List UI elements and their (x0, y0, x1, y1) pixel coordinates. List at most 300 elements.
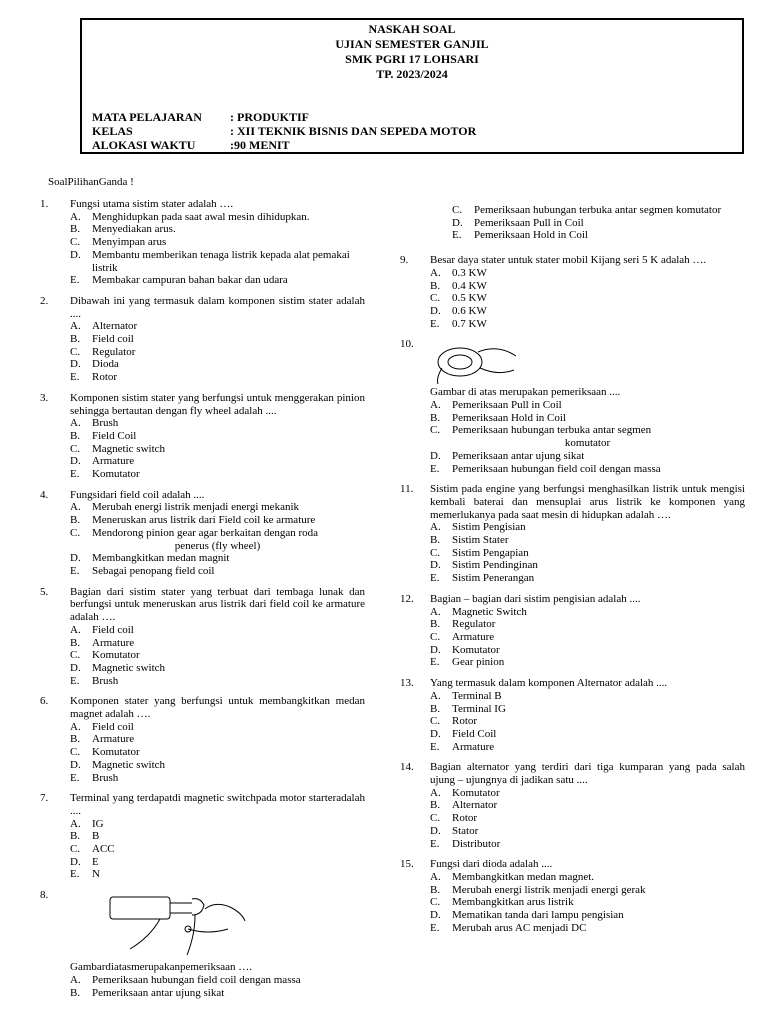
answer-option[interactable] (70, 552, 365, 565)
answer-option[interactable] (70, 333, 365, 346)
option-letter: D. (452, 216, 463, 229)
option-text: E (92, 855, 99, 868)
answer-option[interactable] (430, 399, 745, 412)
option-letter: C. (70, 649, 81, 662)
option-text: Alternator (92, 320, 138, 333)
option-letter: B. (70, 986, 81, 999)
option-letter: A. (70, 501, 81, 514)
question-4 (40, 489, 365, 578)
option-text: Dioda (92, 358, 119, 371)
option-letter: A. (70, 973, 81, 986)
option-text: Terminal B (452, 689, 502, 702)
question-text: Fungsidari field coil adalah .... (70, 488, 205, 501)
option-letter: E. (430, 462, 440, 475)
meta-value: : XII TEKNIK BISNIS DAN SEPEDA MOTOR (230, 124, 477, 138)
question-text: Gambar di atas merupakan pemeriksaan .... (430, 386, 621, 399)
option-text: Membangkitkan arus listrik (452, 896, 574, 909)
option-letter: C. (70, 345, 81, 358)
answer-options (70, 974, 365, 999)
option-text: Field coil (92, 720, 134, 733)
option-letter: D. (430, 304, 441, 317)
option-text: Pemeriksaan Hold in Coil (474, 229, 588, 242)
answer-option[interactable] (430, 728, 745, 741)
answer-option[interactable] (430, 656, 745, 669)
option-letter: E. (452, 229, 462, 242)
option-text: Magnetic Switch (452, 605, 527, 618)
option-letter: B. (70, 514, 81, 527)
option-text: B (92, 830, 100, 843)
option-letter: E. (70, 868, 80, 881)
option-text: Membakar campuran bahan bakar dan udara (92, 274, 288, 287)
option-text: Sistim Pengapian (452, 546, 529, 559)
option-letter: D. (70, 358, 81, 371)
answer-option[interactable] (70, 624, 365, 637)
option-text: 0.3 KW (452, 266, 487, 279)
option-letter: C. (430, 812, 441, 825)
question-image-wrap (430, 338, 745, 386)
answer-option[interactable] (430, 812, 745, 825)
option-letter: B. (430, 883, 441, 896)
question-text: Bagian alternator yang terdiri dari tiga kumparan yang pada salah ujung – ujungnya di jadikan satu .... (430, 761, 745, 787)
option-text: Magnetic switch (92, 758, 166, 771)
option-letter: B. (430, 534, 441, 547)
option-letter: C. (70, 746, 81, 759)
answer-option[interactable] (70, 856, 365, 869)
answer-option[interactable] (430, 703, 745, 716)
option-letter: D. (70, 661, 81, 674)
answer-option[interactable] (430, 644, 745, 657)
answer-option[interactable] (430, 412, 745, 425)
question-9 (400, 254, 745, 330)
question-number: 5. (40, 585, 49, 598)
answer-options (430, 267, 745, 331)
option-text: Komutator (92, 468, 140, 481)
question-number: 14. (400, 761, 414, 774)
option-text: Sistim Penerangan (452, 572, 535, 585)
option-letter: A. (430, 266, 441, 279)
answer-options (430, 521, 745, 585)
option-letter: D. (70, 248, 81, 261)
answer-option[interactable] (70, 346, 365, 359)
option-text: Armature (452, 630, 495, 643)
option-text: Pemeriksaan Hold in Coil (452, 411, 566, 424)
answer-option[interactable] (70, 236, 365, 249)
right-column (400, 204, 745, 942)
option-text: Terminal IG (452, 702, 506, 715)
section-intro: SoalPilihanGanda ! (48, 176, 134, 188)
option-letter: C. (70, 526, 81, 539)
answer-option[interactable] (70, 637, 365, 650)
answer-option[interactable] (70, 211, 365, 224)
option-text: Brush (92, 417, 119, 430)
answer-option[interactable] (70, 320, 365, 333)
option-letter: C. (70, 442, 81, 455)
question-text: Fungsi utama sistim stater adalah …. (70, 198, 234, 210)
multimeter-test-illustration (430, 338, 520, 386)
meta-value: :90 MENIT (230, 138, 290, 152)
question-15 (400, 858, 745, 934)
option-letter: A. (430, 605, 441, 618)
option-text: Pemeriksaan hubungan field coil dengan massa (92, 973, 301, 986)
option-letter: C. (452, 204, 463, 216)
answer-option[interactable] (70, 772, 365, 785)
answer-option[interactable] (430, 305, 745, 318)
option-letter: B. (70, 429, 81, 442)
option-text: Komutator (92, 746, 140, 759)
option-text: Sistim Stater (452, 534, 509, 547)
question-number: 15. (400, 858, 414, 871)
option-letter: B. (70, 636, 81, 649)
option-letter: D. (430, 643, 441, 656)
option-text: Sebagai penopang field coil (92, 564, 215, 577)
answer-option[interactable] (430, 922, 745, 935)
option-text: Field Coil (92, 429, 137, 442)
answer-option[interactable] (430, 534, 745, 547)
option-letter: C. (70, 843, 81, 856)
answer-option[interactable] (430, 825, 745, 838)
meta-row (92, 138, 476, 152)
answer-option[interactable] (70, 468, 365, 481)
header-exam: UJIAN SEMESTER GANJIL (335, 37, 489, 51)
option-continuation: komutator (564, 437, 611, 450)
answer-option[interactable] (70, 733, 365, 746)
option-text: Field coil (92, 623, 134, 636)
answer-option[interactable] (430, 424, 745, 437)
answer-option[interactable] (430, 838, 745, 851)
answer-option[interactable] (70, 746, 365, 759)
question-1 (40, 198, 365, 287)
answer-option[interactable] (70, 818, 365, 831)
answer-option[interactable] (430, 871, 745, 884)
answer-option[interactable] (70, 223, 365, 236)
option-letter: A. (70, 720, 81, 733)
option-letter: D. (430, 559, 441, 572)
option-letter: E. (430, 837, 440, 850)
question-number: 4. (40, 488, 49, 501)
question-text: Bagian – bagian dari sistim pengisian adalah .... (430, 592, 641, 605)
answer-options (70, 721, 365, 785)
option-letter: A. (70, 320, 81, 333)
question-number: 1. (40, 198, 49, 210)
option-letter: A. (70, 623, 81, 636)
option-text: Field coil (92, 333, 134, 346)
answer-options (70, 417, 365, 481)
option-text: Armature (92, 455, 135, 468)
question-text: Terminal yang terdapatdi magnetic switchpada motor starteradalah .... (70, 792, 365, 817)
option-letter: D. (430, 449, 441, 462)
answer-option[interactable] (70, 843, 365, 856)
answer-option[interactable] (430, 618, 745, 631)
option-text: N (92, 868, 100, 881)
option-text: ACC (92, 843, 115, 856)
option-text: Membangkitkan medan magnet. (452, 870, 595, 883)
option-text: 0.7 KW (452, 317, 487, 330)
question-10 (400, 338, 745, 475)
option-text: Mematikan tanda dari lampu pengisian (452, 909, 624, 922)
q8-cont-options (452, 204, 745, 242)
answer-option[interactable] (430, 631, 745, 644)
question-text: Fungsi dari dioda adalah .... (430, 858, 553, 871)
option-letter: A. (70, 417, 81, 430)
answer-option[interactable] (70, 249, 365, 274)
option-text: Brush (92, 674, 119, 687)
option-letter: B. (70, 830, 81, 843)
question-number: 13. (400, 677, 414, 690)
option-letter: A. (430, 786, 441, 799)
option-text: Magnetic switch (92, 661, 166, 674)
option-letter: B. (430, 702, 441, 715)
question-8 (40, 889, 365, 999)
answer-option[interactable] (430, 690, 745, 703)
option-letter: D. (70, 455, 81, 468)
option-letter: A. (70, 210, 81, 223)
option-letter: D. (70, 758, 81, 771)
meta-label: KELAS (92, 124, 133, 138)
option-letter: B. (430, 411, 441, 424)
answer-option[interactable] (430, 606, 745, 619)
answer-option[interactable] (70, 565, 365, 578)
answer-option[interactable] (70, 868, 365, 881)
question-5 (40, 586, 365, 688)
answer-option[interactable] (452, 229, 745, 242)
answer-option[interactable] (430, 799, 745, 812)
answer-option[interactable] (452, 204, 745, 217)
option-letter: D. (70, 855, 81, 868)
option-text: Sistim Pengisian (452, 521, 526, 534)
option-letter: B. (430, 279, 441, 292)
option-letter: A. (70, 817, 81, 830)
option-letter: A. (430, 399, 441, 412)
question-text: Gambardiatasmerupakanpemeriksaan …. (70, 961, 253, 974)
option-letter: D. (70, 552, 81, 565)
question-14 (400, 761, 745, 850)
question-text: Sistim pada engine yang berfungsi menghasilkan listrik untuk mengisi kembali baterai dan mensuplai arus listrik ke komponen yang memerlukanya pada saat mesin di hidupkan adalah …. (430, 483, 745, 521)
option-text: Membangkitkan medan magnit (92, 552, 230, 565)
question-text: Komponen stater yang berfungsi untuk membangkitkan medan magnet adalah …. (70, 695, 365, 721)
answer-options (430, 606, 745, 670)
answer-option[interactable] (430, 521, 745, 534)
answer-option[interactable] (430, 547, 745, 560)
option-text: Rotor (452, 715, 478, 728)
option-letter: C. (430, 424, 441, 437)
option-text: Pemeriksaan hubungan field coil dengan massa (452, 462, 661, 475)
option-text: IG (92, 817, 104, 830)
option-letter: E. (430, 317, 440, 330)
option-text: Rotor (452, 812, 478, 825)
meta-row (92, 124, 476, 138)
meta-value: : PRODUKTIF (230, 110, 309, 124)
option-letter: E. (70, 674, 80, 687)
option-text: Merubah arus AC menjadi DC (452, 921, 587, 934)
option-letter: C. (430, 546, 441, 559)
question-number: 2. (40, 294, 49, 307)
question-text: Bagian dari sistim stater yang terbuat dari tembaga lunak dan berfungsi untuk meneruskan arus listrik dari field coil ke armature adalah …. (70, 585, 365, 624)
header-school: SMK PGRI 17 LOHSARI (345, 52, 479, 66)
option-continuation: penerus (fly wheel) (174, 539, 261, 552)
question-number: 7. (40, 792, 49, 805)
answer-option[interactable] (430, 715, 745, 728)
answer-option[interactable] (430, 318, 745, 331)
option-letter: D. (430, 909, 441, 922)
answer-option[interactable] (430, 559, 745, 572)
answer-option[interactable] (430, 884, 745, 897)
option-letter: E. (430, 656, 440, 669)
answer-options (70, 624, 365, 688)
option-text: Pemeriksaan hubungan terbuka antar segmen (452, 424, 652, 437)
option-letter: A. (430, 689, 441, 702)
option-letter: A. (430, 870, 441, 883)
option-letter: C. (70, 236, 81, 249)
option-text: Menyediakan arus. (92, 223, 176, 236)
question-number: 12. (400, 592, 414, 605)
option-letter: B. (430, 618, 441, 631)
question-number: 9. (400, 254, 409, 267)
option-letter: B. (430, 799, 441, 812)
header-title: NASKAH SOAL (368, 22, 456, 36)
answer-option[interactable] (70, 430, 365, 443)
option-text: Armature (92, 733, 135, 746)
option-text: Pemeriksaan hubungan terbuka antar segmen komutator (474, 204, 722, 216)
meta-label: MATA PELAJARAN (92, 110, 202, 124)
option-text: Komutator (452, 643, 500, 656)
question-number: 8. (40, 889, 49, 902)
answer-option[interactable] (70, 274, 365, 287)
option-letter: E. (70, 771, 80, 784)
question-11 (400, 483, 745, 585)
answer-option[interactable] (70, 662, 365, 675)
option-letter: A. (430, 521, 441, 534)
answer-option[interactable] (430, 787, 745, 800)
option-text: Meneruskan arus listrik dari Field coil ke armature (92, 514, 316, 527)
option-text: Distributor (452, 837, 501, 850)
option-text: Pemeriksaan antar ujung sikat (452, 449, 585, 462)
answer-options (430, 871, 745, 935)
option-letter: D. (430, 727, 441, 740)
answer-option[interactable] (430, 267, 745, 280)
exam-header (80, 18, 744, 154)
answer-option[interactable] (430, 572, 745, 585)
answer-option[interactable] (430, 909, 745, 922)
option-text: Komutator (92, 649, 140, 662)
option-letter: C. (430, 630, 441, 643)
option-letter: C. (430, 292, 441, 305)
question-number: 6. (40, 695, 49, 708)
option-text: 0.6 KW (452, 304, 487, 317)
question-12 (400, 593, 745, 669)
question-text: Besar daya stater untuk stater mobil Kijang seri 5 K adalah …. (430, 254, 707, 267)
header-meta (92, 110, 476, 152)
answer-option[interactable] (70, 974, 365, 987)
answer-option[interactable] (70, 830, 365, 843)
option-text: Rotor (92, 371, 118, 384)
question-image-wrap (100, 889, 365, 961)
answer-options (70, 818, 365, 882)
answer-option[interactable] (452, 217, 745, 230)
answer-option[interactable] (70, 649, 365, 662)
option-letter: D. (430, 824, 441, 837)
option-letter: B. (70, 223, 81, 236)
answer-option[interactable] (70, 514, 365, 527)
option-text: Armature (92, 636, 135, 649)
option-text: Menghidupkan pada saat awal mesin dihidupkan. (92, 210, 310, 223)
option-text: Regulator (92, 345, 136, 358)
answer-option[interactable] (70, 501, 365, 514)
question-number: 11. (400, 483, 414, 496)
option-text: Pemeriksaan Pull in Coil (474, 216, 584, 229)
answer-options (430, 787, 745, 851)
option-text: Pemeriksaan antar ujung sikat (92, 986, 225, 999)
option-letter: B. (70, 333, 81, 346)
option-letter: C. (430, 896, 441, 909)
option-text: Komutator (452, 786, 500, 799)
answer-option[interactable] (430, 292, 745, 305)
answer-option[interactable] (70, 358, 365, 371)
answer-options (430, 399, 745, 475)
question-6 (40, 695, 365, 784)
question-text: Dibawah ini yang termasuk dalam komponen sistim stater adalah .... (70, 294, 365, 320)
answer-option[interactable] (70, 443, 365, 456)
question-13 (400, 677, 745, 753)
option-text: Magnetic switch (92, 442, 166, 455)
answer-option[interactable] (430, 463, 745, 476)
answer-option[interactable] (430, 280, 745, 293)
option-text: Pemeriksaan Pull in Coil (452, 399, 562, 412)
option-letter: E. (70, 468, 80, 481)
answer-options (70, 320, 365, 384)
option-text: Merubah energi listrik menjadi energi mekanik (92, 501, 300, 514)
answer-option[interactable] (430, 450, 745, 463)
meta-row (92, 110, 476, 124)
answer-option[interactable] (70, 417, 365, 430)
answer-option[interactable] (70, 759, 365, 772)
multimeter-test-illustration (100, 889, 250, 961)
option-text: Menyimpan arus (92, 236, 167, 249)
question-8-continued (400, 204, 745, 242)
option-text: Mendorong pinion gear agar berkaitan dengan roda (92, 526, 319, 539)
option-text: Membantu memberikan tenaga listrik kepada alat pemakai listrik (92, 248, 350, 274)
question-3 (40, 392, 365, 481)
answer-option[interactable] (70, 987, 365, 1000)
meta-label: ALOKASI WAKTU (92, 138, 196, 152)
question-text: Komponen sistim stater yang berfungsi untuk menggerakan pinion sehingga bertautan dengan fly wheel adalah .... (70, 391, 365, 417)
option-letter: E. (430, 740, 440, 753)
question-7 (40, 792, 365, 881)
option-text: Gear pinion (452, 656, 505, 669)
option-text: Field Coil (452, 727, 497, 740)
answer-option[interactable] (430, 741, 745, 754)
answer-option[interactable] (70, 527, 365, 540)
header-year: TP. 2023/2024 (376, 67, 448, 81)
option-letter: E. (70, 564, 80, 577)
option-text: 0.5 KW (452, 292, 487, 305)
answer-option[interactable] (430, 896, 745, 909)
answer-option[interactable] (70, 455, 365, 468)
option-letter: B. (70, 733, 81, 746)
question-number: 3. (40, 391, 49, 404)
option-text: Brush (92, 771, 119, 784)
option-text: Sistim Pendinginan (452, 559, 538, 572)
option-text: Merubah energi listrik menjadi energi gerak (452, 883, 646, 896)
answer-option[interactable] (70, 371, 365, 384)
option-text: 0.4 KW (452, 279, 487, 292)
answer-option[interactable] (70, 675, 365, 688)
answer-options (430, 690, 745, 754)
option-letter: E. (70, 274, 80, 287)
answer-options (70, 501, 365, 577)
answer-option[interactable] (70, 721, 365, 734)
option-letter: E. (430, 572, 440, 585)
question-2 (40, 295, 365, 384)
